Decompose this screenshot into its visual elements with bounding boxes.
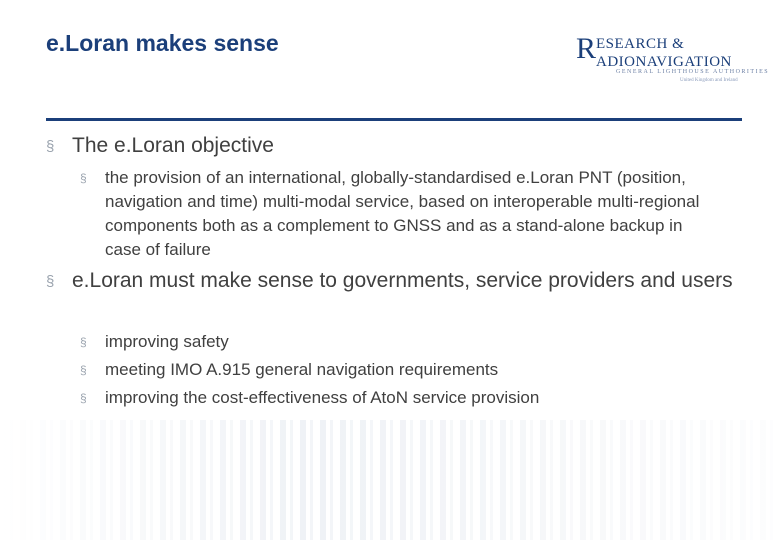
- logo-subtitle: GENERAL LIGHTHOUSE AUTHORITIES: [616, 69, 770, 75]
- decorative-pattern: [0, 420, 780, 540]
- bullet-marker: §: [80, 391, 87, 405]
- sub-bullet-text: improving the cost-effectiveness of AtoN service provision: [105, 388, 540, 407]
- bullet-item: [46, 266, 736, 296]
- sub-bullet-item: [80, 386, 720, 410]
- logo-subtitle2: United Kingdom and Ireland: [680, 78, 738, 83]
- bullet-text: The e.Loran objective: [72, 134, 274, 157]
- rrnav-logo: [576, 32, 770, 104]
- logo-line2: ADIONAVIGATION: [596, 54, 732, 70]
- slide-title: e.Loran makes sense: [46, 30, 279, 56]
- sub-bullet-item: [80, 166, 720, 262]
- bullet-marker: §: [46, 138, 55, 155]
- sub-bullet-item: [80, 330, 720, 354]
- bullet-item: [46, 131, 736, 161]
- bullet-marker: §: [80, 335, 87, 349]
- bullet-marker: §: [80, 363, 87, 377]
- bullet-marker: §: [46, 273, 55, 290]
- sub-bullet-text: the provision of an international, globally-standardised e.Loran PNT (position, navigation and time) multi-modal service, based on interoperable multi-regional components both as a complement to GNSS and as a stand-alone backup in case of failure: [105, 168, 700, 259]
- logo-line1: ESEARCH &: [596, 36, 685, 52]
- bullet-text: e.Loran must make sense to governments, service providers and users: [72, 269, 733, 292]
- bullet-marker: §: [80, 171, 87, 185]
- sub-bullet-text: meeting IMO A.915 general navigation requirements: [105, 360, 499, 379]
- title-rule: [46, 118, 742, 121]
- sub-bullet-item: [80, 358, 720, 382]
- logo-r: R: [576, 32, 597, 65]
- sub-bullet-text: improving safety: [105, 332, 229, 351]
